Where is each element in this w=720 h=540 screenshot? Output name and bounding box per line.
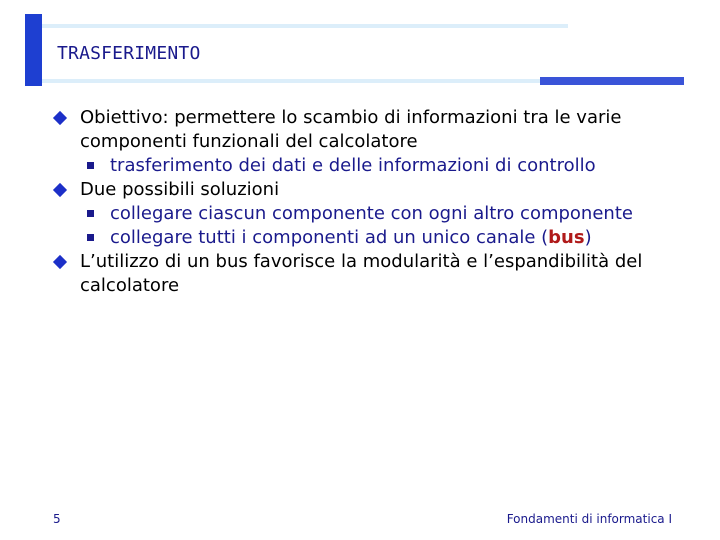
sub-bullet-transfer <box>0 154 670 178</box>
bullet-text: Obiettivo: permettere lo scambio di informazioni tra le varie componenti funzionali del calcolatore <box>80 107 622 152</box>
slide-title: TRASFERIMENTO <box>57 43 201 64</box>
title-underline-block <box>540 77 684 85</box>
title-accent-bar <box>25 14 42 86</box>
diamond-bullet-icon <box>53 111 67 125</box>
sub-bullet-text-post: ) <box>584 227 592 248</box>
title-underline <box>42 79 540 83</box>
diamond-bullet-icon <box>53 183 67 197</box>
sub-bullet-single-channel <box>0 226 670 250</box>
sub-bullet-text: collegare ciascun componente con ogni altro componente <box>110 203 633 224</box>
page-number: 5 <box>53 512 61 526</box>
bus-highlight: bus <box>548 227 585 248</box>
bullet-text: Due possibili soluzioni <box>80 179 280 200</box>
square-bullet-icon <box>87 210 94 217</box>
square-bullet-icon <box>87 162 94 169</box>
bullet-objective <box>0 106 680 154</box>
footer-course-title: Fondamenti di informatica I <box>506 512 672 526</box>
diamond-bullet-icon <box>53 255 67 269</box>
slide-content <box>0 106 720 298</box>
square-bullet-icon <box>87 234 94 241</box>
sub-bullet-text-pre: collegare tutti i componenti ad un unico canale ( <box>110 227 549 248</box>
top-decorative-line <box>40 24 568 28</box>
bullet-bus-benefits <box>0 250 680 298</box>
bullet-text: L’utilizzo di un bus favorisce la modularità e l’espandibilità del calcolatore <box>80 251 643 296</box>
sub-bullet-text: trasferimento dei dati e delle informazioni di controllo <box>110 155 596 176</box>
sub-bullet-point-to-point <box>0 202 670 226</box>
bullet-solutions <box>0 178 680 202</box>
